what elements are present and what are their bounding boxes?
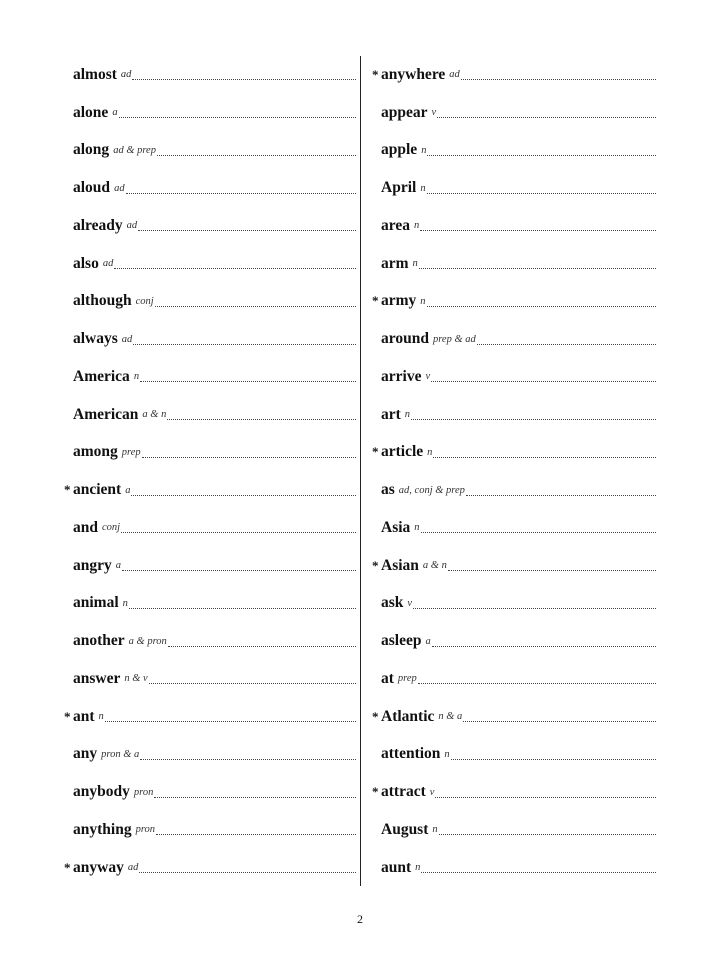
part-of-speech: pron	[135, 824, 156, 836]
part-of-speech: a	[125, 484, 131, 496]
word-entry	[372, 736, 656, 774]
headword: at	[381, 669, 394, 687]
dotted-answer-line	[167, 419, 356, 420]
headword: always	[73, 330, 118, 348]
part-of-speech: ad	[120, 69, 132, 81]
headword: America	[73, 367, 130, 385]
dotted-answer-line	[139, 872, 356, 873]
dotted-answer-line	[131, 495, 356, 496]
part-of-speech: prep	[121, 446, 141, 458]
part-of-speech: n	[420, 182, 426, 194]
word-entry	[372, 132, 656, 170]
dotted-answer-line	[411, 419, 656, 420]
word-entry	[64, 509, 356, 547]
word-entry	[372, 585, 656, 623]
dotted-answer-line	[418, 683, 656, 684]
page-number: 2	[357, 912, 363, 926]
word-entry	[64, 773, 356, 811]
word-entry	[64, 585, 356, 623]
dotted-answer-line	[437, 117, 656, 118]
part-of-speech: ad	[126, 220, 138, 232]
right-word-column	[372, 56, 656, 887]
dotted-answer-line	[119, 117, 356, 118]
headword: also	[73, 254, 99, 272]
part-of-speech: n	[98, 711, 104, 723]
part-of-speech: v	[429, 786, 435, 798]
part-of-speech: n	[415, 862, 421, 874]
dotted-answer-line	[427, 193, 656, 194]
left-word-column	[64, 56, 356, 887]
dotted-answer-line	[122, 570, 356, 571]
headword: ancient	[73, 481, 122, 499]
new-word-marker: *	[372, 708, 379, 724]
headword: any	[73, 745, 98, 763]
part-of-speech: n	[122, 597, 128, 609]
headword: around	[381, 330, 429, 348]
headword: Atlantic	[381, 707, 435, 725]
dotted-answer-line	[126, 193, 356, 194]
dotted-answer-line	[431, 381, 656, 382]
word-entry	[64, 471, 356, 509]
part-of-speech: ad & prep	[113, 144, 156, 156]
headword: appear	[381, 103, 428, 121]
headword: art	[381, 405, 401, 423]
headword: among	[73, 443, 118, 461]
headword: Asian	[381, 556, 419, 574]
headword: American	[73, 405, 139, 423]
word-entry	[372, 94, 656, 132]
dotted-answer-line	[432, 646, 656, 647]
dotted-answer-line	[461, 79, 656, 80]
part-of-speech: a	[115, 560, 121, 572]
headword: although	[73, 292, 132, 310]
headword: Asia	[381, 518, 411, 536]
word-entry	[64, 660, 356, 698]
dotted-answer-line	[133, 344, 356, 345]
dotted-answer-line	[448, 570, 656, 571]
word-entry	[372, 622, 656, 660]
dotted-answer-line	[439, 834, 656, 835]
word-entry	[372, 471, 656, 509]
word-entry	[64, 434, 356, 472]
word-entry	[64, 132, 356, 170]
word-entry	[372, 396, 656, 434]
new-word-marker: *	[64, 482, 71, 498]
part-of-speech: ad	[102, 258, 114, 270]
headword: anyway	[73, 858, 124, 876]
part-of-speech: a & n	[142, 409, 167, 421]
part-of-speech: prep & ad	[432, 333, 476, 345]
part-of-speech: v	[407, 597, 413, 609]
part-of-speech: a	[112, 107, 118, 119]
dotted-answer-line	[413, 608, 656, 609]
dotted-answer-line	[466, 495, 656, 496]
headword: anywhere	[381, 65, 446, 83]
word-entry	[372, 849, 656, 887]
headword: arm	[381, 254, 409, 272]
part-of-speech: n	[404, 409, 411, 421]
dotted-answer-line	[451, 759, 656, 760]
word-entry	[372, 283, 656, 321]
headword: angry	[73, 556, 112, 574]
headword: already	[73, 216, 123, 234]
headword: along	[73, 141, 110, 159]
headword: anything	[73, 820, 132, 838]
word-entry	[372, 547, 656, 585]
word-entry	[64, 283, 356, 321]
dotted-answer-line	[132, 79, 356, 80]
part-of-speech: a & pron	[128, 635, 167, 647]
headword: ask	[381, 594, 404, 612]
word-entry	[372, 811, 656, 849]
word-entry	[372, 434, 656, 472]
new-word-marker: *	[372, 557, 379, 573]
word-entry	[64, 207, 356, 245]
dotted-answer-line	[157, 155, 356, 156]
dotted-answer-line	[114, 268, 356, 269]
dotted-answer-line	[427, 306, 656, 307]
part-of-speech: pron	[133, 786, 154, 798]
headword: article	[381, 443, 424, 461]
part-of-speech: ad	[449, 69, 460, 81]
part-of-speech: a	[425, 635, 431, 647]
headword: aloud	[73, 179, 111, 197]
dotted-answer-line	[477, 344, 656, 345]
part-of-speech: n & a	[438, 711, 463, 723]
part-of-speech: ad	[127, 862, 139, 874]
headword: animal	[73, 594, 119, 612]
dotted-answer-line	[435, 797, 656, 798]
dotted-answer-line	[421, 872, 656, 873]
dotted-answer-line	[121, 532, 356, 533]
word-entry	[64, 320, 356, 358]
new-word-marker: *	[64, 859, 71, 875]
part-of-speech: ad	[121, 333, 133, 345]
word-entry	[372, 245, 656, 283]
headword: as	[381, 481, 395, 499]
word-entry	[372, 358, 656, 396]
word-entry	[64, 811, 356, 849]
new-word-marker: *	[372, 784, 379, 800]
dotted-answer-line	[463, 721, 656, 722]
part-of-speech: v	[431, 107, 437, 119]
headword: ant	[73, 707, 95, 725]
part-of-speech: pron & a	[101, 748, 140, 760]
headword: almost	[73, 65, 117, 83]
headword: army	[381, 292, 417, 310]
word-entry	[372, 207, 656, 245]
headword: arrive	[381, 367, 422, 385]
part-of-speech: conj	[102, 522, 121, 534]
word-entry	[64, 358, 356, 396]
new-word-marker: *	[372, 66, 379, 82]
word-entry	[64, 169, 356, 207]
part-of-speech: v	[425, 371, 431, 383]
part-of-speech: prep	[397, 673, 417, 685]
dotted-answer-line	[420, 230, 656, 231]
part-of-speech: n	[413, 220, 420, 232]
dotted-answer-line	[155, 306, 356, 307]
part-of-speech: n	[412, 258, 418, 270]
dotted-answer-line	[154, 797, 356, 798]
word-entry	[64, 56, 356, 94]
part-of-speech: n	[133, 371, 140, 383]
headword: April	[381, 179, 417, 197]
part-of-speech: conj	[135, 295, 154, 307]
dotted-answer-line	[433, 457, 656, 458]
new-word-marker: *	[64, 708, 71, 724]
word-entry	[64, 396, 356, 434]
word-entry	[372, 773, 656, 811]
new-word-marker: *	[372, 444, 379, 460]
dotted-answer-line	[419, 268, 656, 269]
part-of-speech: ad, conj & prep	[398, 484, 465, 496]
dotted-answer-line	[142, 457, 356, 458]
word-entry	[372, 169, 656, 207]
headword: alone	[73, 103, 109, 121]
word-entry	[64, 245, 356, 283]
word-entry	[372, 320, 656, 358]
word-entry	[64, 547, 356, 585]
dotted-answer-line	[140, 381, 356, 382]
word-entry	[64, 94, 356, 132]
part-of-speech: n	[427, 446, 433, 458]
new-word-marker: *	[372, 293, 379, 309]
dotted-answer-line	[149, 683, 356, 684]
part-of-speech: n	[444, 748, 450, 760]
word-entry	[372, 698, 656, 736]
word-entry	[372, 509, 656, 547]
dotted-answer-line	[140, 759, 356, 760]
dotted-answer-line	[427, 155, 656, 156]
dotted-answer-line	[421, 532, 656, 533]
headword: anybody	[73, 783, 130, 801]
headword: attention	[381, 745, 441, 763]
word-entry	[64, 736, 356, 774]
dotted-answer-line	[168, 646, 356, 647]
part-of-speech: ad	[114, 182, 125, 194]
headword: and	[73, 518, 98, 536]
dotted-answer-line	[105, 721, 356, 722]
dotted-answer-line	[138, 230, 356, 231]
part-of-speech: n & v	[124, 673, 148, 685]
part-of-speech: n	[421, 144, 427, 156]
word-entry	[372, 56, 656, 94]
column-divider	[360, 56, 361, 886]
headword: asleep	[381, 632, 422, 650]
dotted-answer-line	[129, 608, 356, 609]
headword: answer	[73, 669, 121, 687]
part-of-speech: n	[414, 522, 420, 534]
headword: apple	[381, 141, 418, 159]
word-entry	[64, 622, 356, 660]
word-entry	[372, 660, 656, 698]
headword: attract	[381, 783, 426, 801]
dotted-answer-line	[156, 834, 356, 835]
headword: another	[73, 632, 125, 650]
part-of-speech: a & n	[422, 560, 447, 572]
headword: August	[381, 820, 429, 838]
word-entry	[64, 849, 356, 887]
headword: area	[381, 216, 410, 234]
part-of-speech: n	[432, 824, 438, 836]
part-of-speech: n	[420, 295, 426, 307]
headword: aunt	[381, 858, 412, 876]
word-entry	[64, 698, 356, 736]
